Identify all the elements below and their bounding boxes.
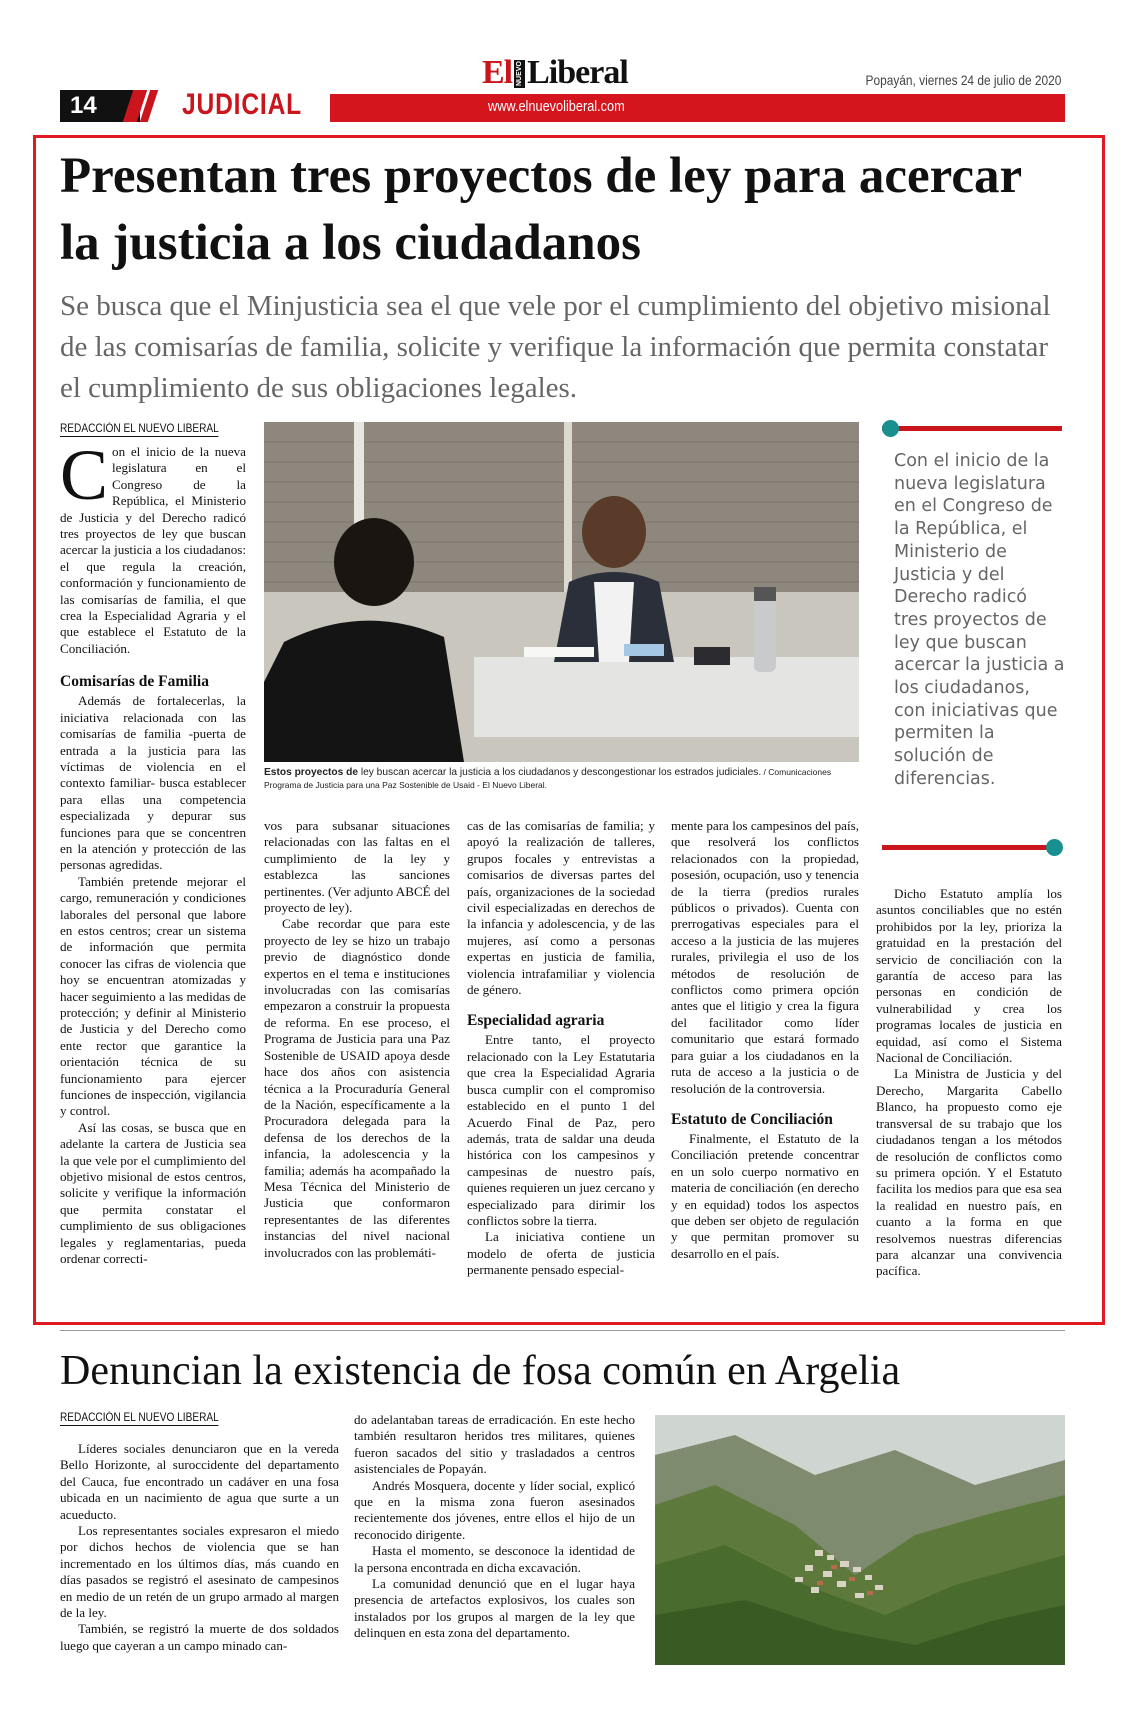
article-column-2 [354, 1412, 635, 1642]
article-column-3 [467, 818, 655, 1279]
logo-nuevo: NUEVO [516, 61, 524, 87]
logo-liberal: Liberal [527, 54, 628, 91]
paragraph: Así las cosas, se busca que en adelante la cartera de Justicia sea la que vele por el cumplimiento del objetivo misional de estos centros, solicite y verifique la información que permita constatar el cumplimiento de sus obligaciones legales y reglamentarias, pueda ordenar correcti- [60, 1119, 246, 1267]
photo-two-women-meeting [264, 422, 859, 762]
article-photo [264, 422, 859, 762]
caption-lead: Estos proyectos de [264, 767, 358, 778]
caption-text: ley buscan acercar la justicia a los ciudadanos y descongestionar los estrados judiciales. [357, 767, 762, 778]
paragraph: Finalmente, el Estatuto de la Conciliación pretende concentrar en un solo cuerpo normativo en materia de conciliación (en derecho y en equidad) todos los aspectos que deben ser objeto de regulación y que permitan promover su desarrollo en el país. [671, 1130, 859, 1261]
paragraph: La comunidad denunció que en el lugar haya presencia de artefactos explosivos, los cuales son instalados por los grupos al margen de la ley que delinquen en esta zona del departamento. [354, 1576, 635, 1641]
subheading: Comisarías de Familia [60, 673, 209, 691]
paragraph: Además de fortalecerlas, la iniciativa relacionada con las comisarías de familia -puerta de entrada a la justicia para las víctimas de violencia en el contexto familiar- busca establecer para ellas una competencia especializada y depurar sus funciones para que se concentren en la atención y protección de las personas agredidas. [60, 693, 246, 873]
paragraph: También, se registró la muerte de dos soldados luego que cayeran a un campo minado can- [60, 1621, 339, 1653]
article-byline: REDACCIÓN EL NUEVO LIBERAL [60, 423, 219, 435]
article-byline: REDACCIÓN EL NUEVO LIBERAL [60, 1412, 219, 1424]
article-headline: Denuncian la existencia de fosa común en Argelia [60, 1348, 901, 1394]
article-divider [60, 1330, 1065, 1331]
paragraph: La iniciativa contiene un modelo de oferta de justicia permanente pensado especial- [467, 1229, 655, 1278]
paragraph: También pretende mejorar el cargo, remuneración y condiciones laborales del personal que labore en estos centros; crear un sistema de información que permita conocer las cifras de violencia que hoy se encuentran atomizadas y hacer seguimiento a las medidas de protección; y definir al Ministerio de Justicia y del Derecho como ente rector que garantice la orientación técnica de su funcionamiento para ejercer funciones de inspección, vigilancia y control. [60, 873, 246, 1119]
logo-el: El [482, 54, 513, 91]
section-label: JUDICIAL [182, 88, 303, 121]
pull-quote: Con el inicio de la nueva legislatura en el Congreso de la República, el Ministerio de Justicia y del Derecho radicó tres proyectos de ley que buscan acercar la justicia a los ciudadanos, con iniciativas que permiten la solución de diferencias. [894, 451, 1065, 789]
paragraph: mente para los campesinos del país, que resolverá los conflictos relacionados con la propiedad, posesión, ocupación, uso y tenencia de la tierra (predios rurales públicos o privados). Cuenta con prerrogativas especiales para el acceso a la justicia de las mujeres rurales, privilegia el uso de los métodos de resolución de conflictos como primera opción antes que el litigio y crea la figura del facilitador como líder comunitario que estará formado para guiar a los ciudadanos en la ruta de acceso a la justicia o de resolución de la controversia. [671, 818, 859, 1096]
subheading: Estatuto de Conciliación [671, 1110, 833, 1128]
subheading: Especialidad agraria [467, 1012, 605, 1030]
dateline: Popayán, viernes 24 de julio de 2020 [865, 72, 1061, 88]
page-number: 14 [60, 90, 140, 122]
website-url: www.elnuevoliberal.com [488, 98, 625, 115]
article-column-4 [671, 818, 859, 1262]
paragraph: Los representantes sociales expresaron el miedo por dichos hechos de violencia que se han incrementado en los últimos días, más cuando en días pasados se registró el asesinato de campesinos en medio de un retén de un grupo armado al margen de la ley. [60, 1523, 339, 1621]
article-column-5 [876, 886, 1062, 1280]
pull-quote-rule-bottom [882, 845, 1062, 850]
pull-quote-dot [882, 420, 899, 437]
paragraph: Andrés Mosquera, docente y líder social, explicó que en la misma zona fueron asesinados recientemente dos jóvenes, entre ellos el hijo de un reconocido dirigente. [354, 1477, 635, 1542]
article-headline: Presentan tres proyectos de ley para acercar la justicia a los ciudadanos [60, 148, 1022, 271]
photo-mountain-village [655, 1415, 1065, 1665]
header-red-bar [330, 94, 1065, 122]
article-photo [655, 1415, 1065, 1665]
caption-credit: / Comunicaciones Programa de Justicia para una Paz Sostenible de Usaid - El Nuevo Liberal. [264, 767, 832, 790]
paragraph: on el inicio de la nueva legislatura en el Congreso de la República, el Ministerio de Justicia y del Derecho radicó tres proyectos de ley que buscan acercar la justicia a los ciudadanos: el que regula la creación, conformación y funcionamiento de las comisarías de familia, el que crea la Especialidad Agraria y el que establece el Estatuto de la Conciliación. [60, 444, 246, 656]
paragraph: vos para subsanar situaciones relacionadas con las faltas en el cumplimiento de la ley y establezca las sanciones pertinentes. (Ver adjunto ABCÉ del proyecto de ley). [264, 818, 450, 916]
paragraph: Cabe recordar que para este proyecto de ley se hizo un trabajo previo de diagnóstico donde expertos en el tema e instituciones involucradas con las comisarías empezaron a construir la propuesta de reforma. En ese proceso, el Programa de Justicia para una Paz Sostenible de USAID apoya desde hace dos años con asistencia técnica a la Procuraduría General de la Nación, específicamente a la Procuradora delegada para la defensa de los derechos de la infancia, la adolescencia y la familia; además ha acompañado la Mesa Técnica del Ministerio de Justicia que conformaron representantes de las diferentes instancias del nivel nacional involucrados con las problemáti- [264, 916, 450, 1260]
article-deck: Se busca que el Minjusticia sea el que vele por el cumplimiento del objetivo misional de las comisarías de familia, solicite y verifique la información que permita constatar el cumplimiento de sus obligaciones legales. [60, 290, 1051, 404]
drop-cap: C [60, 435, 109, 515]
pull-quote-dot [1046, 839, 1063, 856]
paragraph: Entre tanto, el proyecto relacionado con la Ley Estatutaria que crea la Especialidad Agraria busca cumplir con el compromiso establecido en el punto 1 del Acuerdo Final de Paz, pero además, trata de saldar una deuda histórica con los campesinos y campesinas de nuestro país, quienes requieren un juez cercano y especializado para dirimir los conflictos sobre la tierra. [467, 1032, 655, 1228]
photo-caption [264, 766, 859, 792]
article-column-1 [60, 1441, 339, 1654]
article-column-1 [60, 435, 246, 1268]
paragraph: Hasta el momento, se desconoce la identidad de la persona encontrada en dicha excavación. [354, 1543, 635, 1575]
pull-quote-rule-top [882, 426, 1062, 431]
paragraph: cas de las comisarías de familia; y apoyó la realización de talleres, grupos focales y entrevistas a comisarios de diversas partes del país, organizaciones de la sociedad civil especializadas en derechos de la infancia y adolescencia, y de las mujeres, así como a personas expertas en justicia de familia, violencia intrafamiliar y violencia de género. [467, 818, 655, 998]
paragraph: Líderes sociales denunciaron que en la vereda Bello Horizonte, al suroccidente del departamento del Cauca, fue encontrado un cadáver en una fosa ubicada en un nacimiento de agua que surte a un acueducto. [60, 1441, 339, 1522]
paragraph: do adelantaban tareas de erradicación. En este hecho también resultaron heridos tres militares, quienes fueron sacados del sitio y trasladados a centros asistenciales de Popayán. [354, 1412, 635, 1477]
article-column-2 [264, 818, 450, 1261]
paragraph: Dicho Estatuto amplía los asuntos conciliables que no estén prohibidos por la ley, prioriza la gratuidad en la prestación del servicio de conciliación con la garantía de acceso para las personas en condición de vulnerabilidad y crea los programas locales de justicia en equidad, así como el Sistema Nacional de Conciliación. [876, 886, 1062, 1066]
newspaper-logo [482, 54, 628, 90]
paragraph: La Ministra de Justicia y del Derecho, Margarita Cabello Blanco, ha propuesto como eje transversal de su trabajo que los ciudadanos tengan a los métodos de resolución de conflictos como su primera opción. Y el Estatuto facilita los medios para que esa sea la realidad en nuestro país, en cuanto a la forma en que resolvemos nuestras diferencias para alcanzar una convivencia pacífica. [876, 1066, 1062, 1279]
